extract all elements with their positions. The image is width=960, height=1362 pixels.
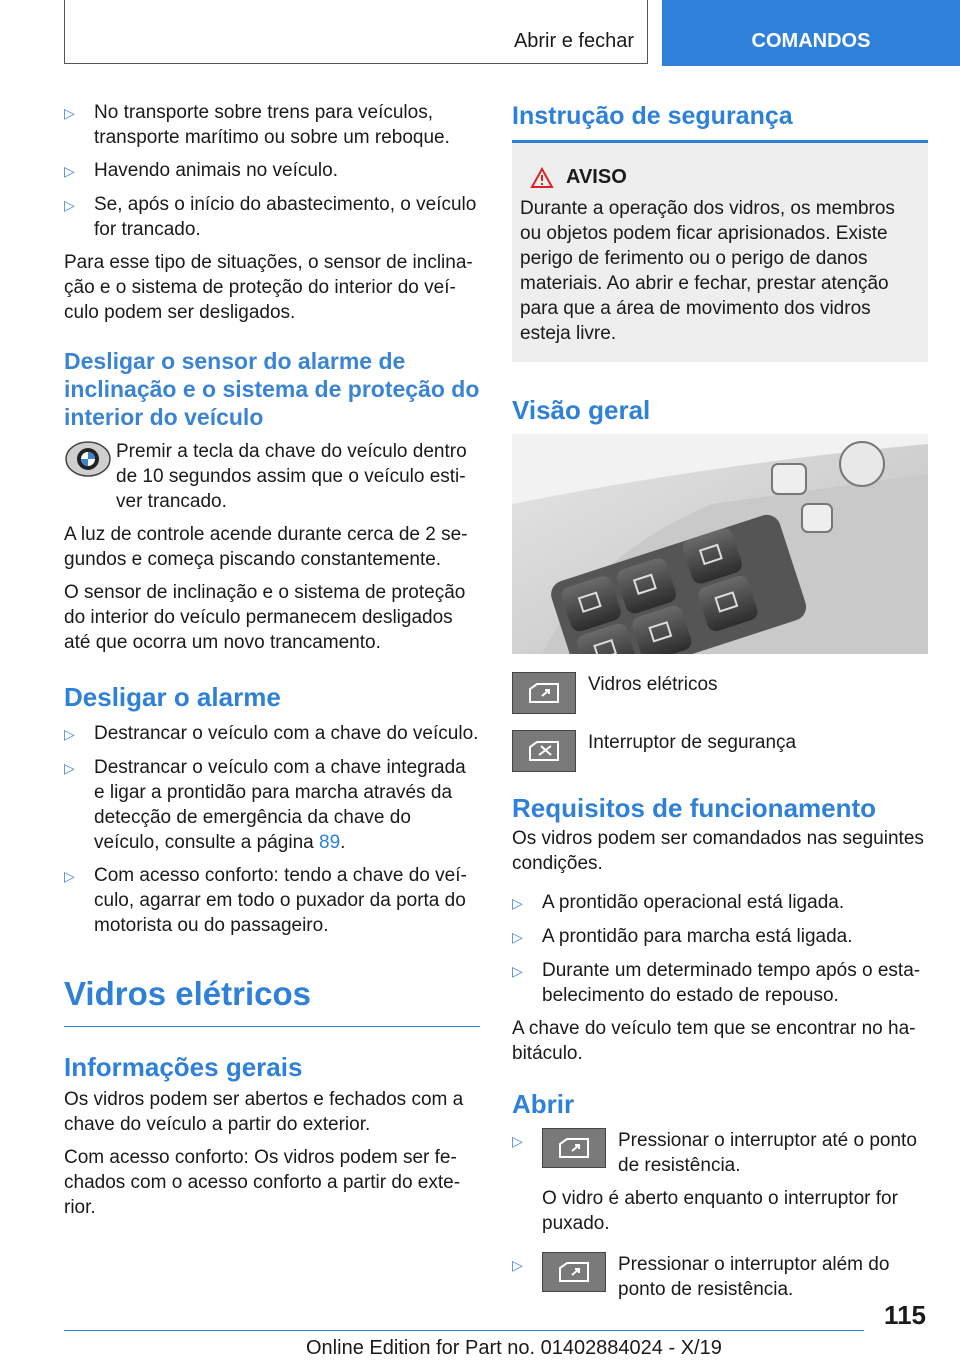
safety-switch-icon — [512, 730, 576, 772]
paragraph: Com acesso conforto: Os vidros podem ser fechados com o acesso conforto a partir do exterior. — [64, 1147, 461, 1218]
list-item: ▷ A prontidão para marcha está ligada. — [512, 924, 928, 950]
list-item: ▷ Destrancar o veículo com a chave do veículo. — [64, 721, 480, 747]
triangle-bullet-icon: ▷ — [64, 760, 75, 776]
heading-tilt-sensor: Desligar o sensor do alarme de inclinação e o sistema de proteção do interior do veículo — [64, 348, 480, 430]
list-item: ▷ A prontidão operacional está ligada. — [512, 890, 928, 916]
window-switch-icon — [512, 672, 576, 714]
window-switch-photo — [512, 434, 928, 654]
triangle-bullet-icon: ▷ — [512, 929, 523, 945]
list-item: ▷ Pressionar o interruptor até o ponto de resistência. O vidro é aberto enquanto o interruptor for puxado. — [512, 1128, 928, 1244]
heading-open: Abrir — [512, 1089, 575, 1119]
chapter-tab: COMANDOS — [662, 0, 960, 66]
left-column — [64, 100, 480, 1228]
list-item: ▷ Pressionar o interruptor além do ponto de resistência. — [512, 1254, 890, 1300]
paragraph: A luz de controle acende durante cerca de 2 segundos e começa piscando constantemente. — [64, 524, 468, 570]
heading-disable-alarm: Desligar o alarme — [64, 682, 281, 712]
list-item: ▷ Se, após o início do abastecimento, o veículo for trancado. — [64, 194, 477, 240]
legend-label: Vidros elétricos — [588, 674, 718, 695]
key-logo-icon — [64, 439, 116, 479]
triangle-bullet-icon: ▷ — [512, 1133, 523, 1149]
paragraph: O sensor de inclinação e o sistema de proteção do interior do veículo permanecem desligados até que ocorra um novo trancamento. — [64, 582, 466, 653]
legend-item — [512, 672, 928, 714]
paragraph: A chave do veículo tem que se encontrar no habitáculo. — [512, 1018, 916, 1064]
warning-title: AVISO — [566, 166, 627, 188]
triangle-bullet-icon: ▷ — [64, 868, 75, 884]
triangle-bullet-icon: ▷ — [512, 1257, 523, 1273]
triangle-bullet-icon: ▷ — [64, 105, 75, 121]
paragraph: O vidro é aberto enquanto o interruptor for puxado. — [542, 1188, 898, 1234]
heading-power-windows: Vidros elétricos — [64, 974, 480, 1027]
heading-general-info: Informações gerais — [64, 1052, 303, 1082]
footer-edition: Online Edition for Part no. 01402884024 - X/19 — [306, 1337, 722, 1359]
triangle-bullet-icon: ▷ — [64, 726, 75, 742]
list-item: ▷ No transporte sobre trens para veículos, transporte marítimo ou sobre um reboque. — [64, 102, 450, 148]
warning-box — [512, 140, 928, 362]
page-number: 115 — [884, 1300, 926, 1330]
triangle-bullet-icon: ▷ — [64, 197, 75, 213]
key-button-row — [64, 439, 480, 522]
window-switch-icon — [542, 1128, 606, 1168]
legend-label: Interruptor de segurança — [588, 732, 797, 753]
legend-item — [512, 730, 928, 772]
paragraph: Para esse tipo de situações, o sensor de inclinação e o sistema de proteção do interior do veículo podem ser desligados. — [64, 252, 473, 323]
right-column — [512, 100, 928, 1310]
section-title: Abrir e fechar — [513, 30, 634, 52]
list-item: ▷ Destrancar o veículo com a chave integrada e ligar a prontidão para marcha através da detecção de emergência da chave do veículo, consulte a página 89. — [64, 757, 466, 853]
warning-triangle-icon — [530, 167, 554, 189]
list-item: ▷ Havendo animais no veículo. — [64, 158, 480, 184]
footer-divider — [64, 1330, 864, 1331]
window-switch-icon — [542, 1252, 606, 1292]
page-link[interactable]: 89 — [319, 832, 341, 853]
paragraph: Premir a tecla da chave do veículo dentro de 10 segundos assim que o veículo estiver trancado. — [116, 441, 467, 512]
warning-text: Durante a operação dos vidros, os membros ou objetos podem ficar aprisionados. Existe perigo de ferimento ou o perigo de danos materiais. Ao abrir e fechar, prestar atenção para que a área de movimento dos vidros esteja livre. — [520, 198, 895, 344]
paragraph: Os vidros podem ser comandados nas seguintes condições. — [512, 828, 924, 874]
list-item: ▷ Durante um determinado tempo após o estabelecimento do estado de repouso. — [512, 960, 921, 1006]
heading-overview: Visão geral — [512, 395, 651, 425]
paragraph: Os vidros podem ser abertos e fechados com a chave do veículo a partir do exterior. — [64, 1089, 464, 1135]
heading-requirements: Requisitos de funcionamento — [512, 793, 877, 823]
triangle-bullet-icon: ▷ — [512, 895, 523, 911]
triangle-bullet-icon: ▷ — [64, 163, 75, 179]
triangle-bullet-icon: ▷ — [512, 963, 523, 979]
list-item: ▷ Com acesso conforto: tendo a chave do veículo, agarrar em todo o puxador da porta do motorista ou do passageiro. — [64, 865, 467, 936]
heading-safety: Instrução de segurança — [512, 102, 793, 130]
